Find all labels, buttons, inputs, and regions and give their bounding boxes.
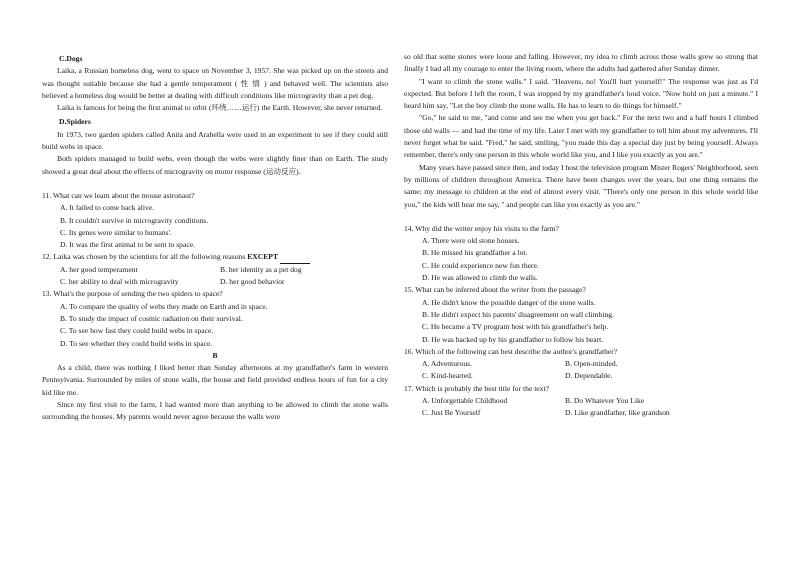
q15-option-a: A. He didn't know the possible danger of the stone walls. <box>422 297 596 307</box>
q12-option-d: D. her good behavior <box>220 277 285 287</box>
left-column <box>42 51 388 424</box>
q17-options-row-2 <box>422 407 758 419</box>
section-d-paragraph-1: In 1973, two garden spiders called Anita and Arabella were used in an experiment to see if they could still build webs in space. <box>42 129 388 152</box>
passage-b-paragraph-2-cont: so old that some stones were loose and falling. However, my idea to climb across those walls grew so strong that finally I had all my courage to enter the living room, where the adults had gathered after Sunday dinner. <box>404 52 758 74</box>
q15-option-c: C. He became a TV program host with his grandfather's help. <box>422 322 609 332</box>
question-17: 17. Which is probably the best title for the text? <box>404 383 549 393</box>
question-11: 11. What can we learn about the mouse astronaut? <box>42 190 195 200</box>
q16-option-c: C. Kind-hearted. <box>422 371 473 381</box>
q12-option-a: A. her good temperament <box>60 264 138 274</box>
question-13: 13. What's the purpose of sending the two spiders to space? <box>42 289 223 299</box>
q14-option-c: C. He could experience new fun there. <box>422 260 539 270</box>
answer-blank <box>280 255 310 264</box>
passage-b-paragraph-1: As a child, there was nothing I liked better than Sunday afternoons at my grandfather's farm in western Pennsylvania. Surrounded by miles of stone walls, the house and field provided endless hours of fun for a city kid like me. <box>42 363 388 397</box>
q17-option-c: C. Just Be Yourself <box>422 408 481 418</box>
passage-b-paragraph-2: Since my first visit to the farm, I had wanted more than anything to be allowed to climb the stone walls surrounding the houses. My parents would never agree because the walls were <box>42 400 388 422</box>
q13-option-d: D. To see whether they could build webs in space. <box>60 338 213 348</box>
q15-option-b: B. He didn't expect his parents' disagreement on wall climbing. <box>422 309 614 319</box>
q14-option-d: D. He was allowed to climb the walls. <box>422 273 538 283</box>
passage-b-paragraph-5: Many years have passed since then, and today I host the television program Mister Rogers' Neighborhood, seen by millions of children throughout America. There have been changes over the years, but one thing remains the same: my message to children at the end of almost every visit. "There's only one person in this whole world like you," the kids will hear me say, " and people can like you exactly as you are." <box>404 162 758 209</box>
section-c-heading: C.Dogs <box>59 54 83 63</box>
section-d-paragraph-2: Both spiders managed to build webs, even though the webs were slightly finer than on Earth. The study showed a great deal about the effects of microgravity on motor response (运动反应). <box>42 154 388 176</box>
section-d-heading: D.Spiders <box>59 117 91 127</box>
q16-option-b: B. Open-minded. <box>565 359 618 369</box>
q12-options-row-2 <box>60 276 388 288</box>
passage-b-paragraph-4: "Go," he said to me, "and come and see me when you get back." For the next two and a half hours I climbed those old walls — and had the time of my life. Later I met with my grandfather to tell him about my adventures. I'll never forget what he said. "Fred," he said, smiling, "you made this day a special day just by being yourself. Always remember, there's only one person in this whole world like you, and I like you exactly as you are." <box>404 113 758 160</box>
question-12 <box>42 251 388 263</box>
q17-option-b: B. Do Whatever You Like <box>565 396 645 406</box>
passage-b-paragraph-3: "I want to climb the stone walls." I said. "Heavens, no! You'll hurt yourself!" The response was just as I'd expected. But before I left the room, I was stopped by my grandfather's loud voice. "Now hold on just a minute." I heard him say, "Let the boy climb the stone walls. He has to learn to do things for himself." <box>404 76 758 111</box>
q14-option-b: B. He missed his grandfather a lot. <box>422 248 528 258</box>
q17-option-a: A. Unforgettable Childhood <box>422 396 508 406</box>
section-b-heading: B <box>212 350 218 360</box>
q11-option-c: C. Its genes were similar to humans'. <box>60 227 172 237</box>
q15-option-d: D. He was backed up by his grandfather to follow his heart. <box>422 334 604 344</box>
q13-option-c: C. To see how fast they could build webs in space. <box>60 326 214 336</box>
question-16: 16. Which of the following can best describe the author's grandfather? <box>404 346 618 356</box>
question-15: 15. What can be inferred about the writer from the passage? <box>404 285 586 295</box>
question-14: 14. Why did the writer enjoy his visits to the farm? <box>404 223 559 233</box>
right-column <box>404 51 758 420</box>
q11-option-d: D. It was the first animal to be sent to space. <box>60 240 195 250</box>
q14-option-a: A. There were old stone houses. <box>422 236 520 246</box>
q13-option-b: B. To study the impact of cosmic radiation on their survival. <box>60 313 243 323</box>
q16-options-row-1 <box>422 358 758 370</box>
q16-option-d: D. Dependable. <box>565 371 613 381</box>
section-c-paragraph-1: Laika, a Russian homeless dog, went to space on November 3, 1957. She was picked up on the streets and was thought suitable because she had a gentle temperament ( 性 情 ) and behaved well. The scientists also believed a homeless dog would be better at dealing with difficult conditions like microgravity than a pet dog. <box>42 66 388 100</box>
q12-option-b: B. her identity as a pet dog <box>220 264 302 274</box>
q12-options-row-1 <box>60 264 388 276</box>
q13-option-a: A. To compare the quality of webs they made on Earth and in space. <box>60 301 268 311</box>
q11-option-b: B. It couldn't survive in microgravity conditions. <box>60 215 209 225</box>
q17-options-row-1 <box>422 395 758 407</box>
q11-option-a: A. It failed to come back alive. <box>60 203 155 213</box>
section-c-paragraph-2: Laika is famous for being the first animal to orbit (环绕……运行) the Earth. However, she never returned. <box>57 103 383 113</box>
q16-option-a: A. Adventurous. <box>422 359 472 369</box>
q12-except: EXCEPT <box>247 252 279 262</box>
q16-options-row-2 <box>422 370 758 382</box>
q12-option-c: C. her ability to deal with microgravity <box>60 277 179 287</box>
q17-option-d: D. Like grandfather, like grandson <box>565 408 670 418</box>
q12-text: 12. Laika was chosen by the scientists for all the following reasons <box>42 252 246 262</box>
